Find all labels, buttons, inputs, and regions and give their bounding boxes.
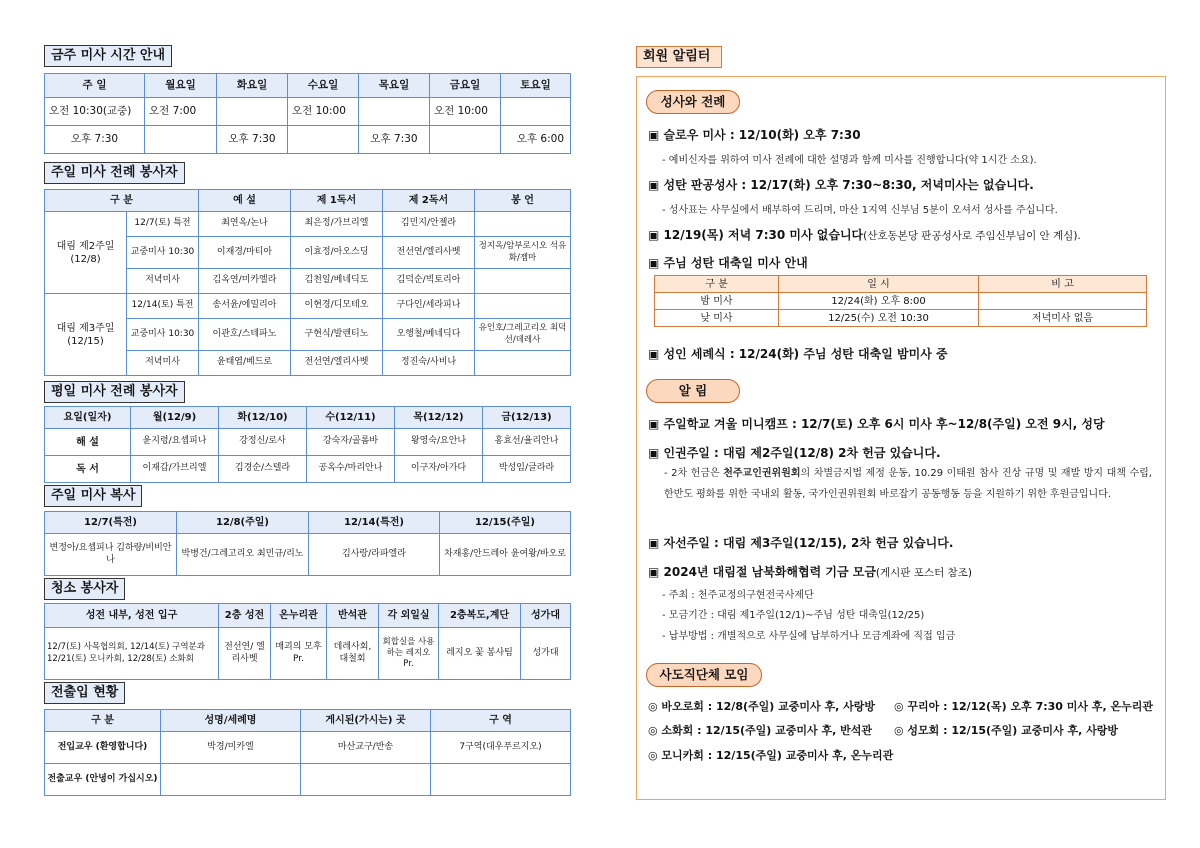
- cell: 성가대: [521, 628, 571, 680]
- cell: 12/7(토) 사목협의회, 12/14(토) 구역분과 12/21(토) 모니카회, 12/28(토) 소화회: [45, 628, 219, 680]
- item-no-mass-label: ▣ 12/19(목) 저녁 7:30 미사 없습니다: [648, 228, 864, 242]
- cleaning-title: 청소 봉사자: [44, 578, 125, 600]
- cell: 레지오 꽃 봉사팀: [439, 628, 521, 680]
- header-cell: 화(12/10): [219, 407, 307, 429]
- header-cell: 봉 언: [475, 190, 571, 212]
- group-meeting: ◎ 성모회 : 12/15(주일) 교중미사 후, 사랑방: [894, 724, 1118, 737]
- cell: 김천일/베네딕도: [291, 269, 383, 294]
- header-cell: 예 설: [199, 190, 291, 212]
- header-cell: 12/8(주일): [177, 512, 309, 534]
- header-cell: 수요일: [288, 74, 359, 98]
- fund-host: - 주최 : 천주교정의구현전국사제단: [662, 590, 814, 601]
- item-human-rights-detail: - 2차 헌금은 천주교인권위원회의 차별금지법 제정 운동, 10.29 이태원 참사 진상 규명 및 재발 방지 대책 수립, 한반도 평화를 위한 국내외 활동, 국가인권위원회 바로잡기 공동행동 등을 지원하기 위한 후원금입니다.: [664, 468, 1152, 500]
- cell: 해 설: [45, 429, 131, 456]
- cell: 변정아/요셉피나 김하량/비비안나: [45, 534, 177, 576]
- group-meeting: ◎ 모니카회 : 12/15(주일) 교중미사 후, 온누리관: [648, 749, 894, 762]
- cell: 회합실을 사용하는 레지오 Pr.: [379, 628, 439, 680]
- cell: 오행철/베네딕다: [383, 319, 475, 351]
- mass-times-title: 금주 미사 시간 안내: [44, 45, 172, 67]
- header-cell: 2층 성전: [219, 604, 271, 628]
- cell: 매괴의 모후 Pr.: [271, 628, 327, 680]
- cell: 정지옥/암부로시오 석유화/젬마: [475, 237, 571, 269]
- item-christmas: ▣ 주님 성탄 대축일 미사 안내: [648, 256, 808, 270]
- cell: 전선연/엘리사벳: [291, 351, 383, 376]
- fund-method: - 납부방법 : 개별적으로 사무실에 납부하거나 모금계좌에 직접 입금: [662, 631, 956, 642]
- group-cell: 대림 제2주일 (12/8): [45, 212, 127, 294]
- cell: 김민지/안젤라: [383, 212, 475, 237]
- cleaning-table: [44, 603, 571, 680]
- cell: 정진숙/사비나: [383, 351, 475, 376]
- cell: 전출교우 (안녕이 가십시오): [45, 764, 161, 796]
- cell: 오전 10:00: [430, 98, 501, 126]
- header-cell: 수(12/11): [307, 407, 395, 429]
- cell: 전선연/ 엘리사벳: [219, 628, 271, 680]
- cell: 김덕순/빅토리아: [383, 269, 475, 294]
- weekday-servers-table: [44, 406, 571, 483]
- cell: 이효정/아오스딩: [291, 237, 383, 269]
- fund-period: - 모금기간 : 대림 제1주일(12/1)~주님 성탄 대축일(12/25): [662, 610, 925, 621]
- cell: 차재홍/안드레아 윤여왕/바오로: [440, 534, 571, 576]
- cell: [501, 98, 571, 126]
- cell: 송서윤/에밀리아: [199, 294, 291, 319]
- item-no-mass-note: (산호동본당 판공성사로 주임신부님이 안 계심).: [863, 230, 1081, 242]
- cell: 저녁미사: [127, 351, 199, 376]
- cell: 오후 6:00: [501, 126, 571, 154]
- cell: 구현식/발렌티노: [291, 319, 383, 351]
- cell: 전선연/엘리사벳: [383, 237, 475, 269]
- cell: 7구역(대우푸르지오): [431, 732, 571, 764]
- cell: 저녁미사: [127, 269, 199, 294]
- cell: 이재경/마티아: [199, 237, 291, 269]
- cell: 12/25(수) 오전 10:30: [779, 310, 979, 327]
- header-cell: 성전 내부, 성전 입구: [45, 604, 219, 628]
- header-cell: 반석관: [327, 604, 379, 628]
- cell: 교중미사 10:30: [127, 237, 199, 269]
- header-cell: 주 일: [45, 74, 145, 98]
- cell: 오후 7:30: [217, 126, 288, 154]
- altar-servers-table: [44, 511, 571, 576]
- section-sacraments: 성사와 전례: [646, 90, 740, 114]
- cell: [288, 126, 359, 154]
- header-cell: 목요일: [359, 74, 430, 98]
- cell: [431, 764, 571, 796]
- altar-servers-title: 주일 미사 복사: [44, 485, 142, 507]
- cell: 유인호/그레고리오 최덕선/데레사: [475, 319, 571, 351]
- header-cell: 금요일: [430, 74, 501, 98]
- header-cell: 성가대: [521, 604, 571, 628]
- cell: 오후 7:30: [45, 126, 145, 154]
- notice-title: 회원 알림터: [636, 46, 722, 68]
- header-cell: 일 시: [779, 276, 979, 293]
- cell: [475, 212, 571, 237]
- cell: 교중미사 10:30: [127, 319, 199, 351]
- cell: 데레사회, 대철회: [327, 628, 379, 680]
- cell: [475, 351, 571, 376]
- group-meeting: ◎ 소화회 : 12/15(주일) 교중미사 후, 반석관: [648, 724, 872, 737]
- mass-times-table: [44, 73, 571, 154]
- sunday-servers-table: [44, 189, 571, 376]
- item-charity: ▣ 자선주일 : 대림 제3주일(12/15), 2차 헌금 있습니다.: [648, 536, 954, 550]
- header-cell: 월요일: [145, 74, 217, 98]
- cell: 이재갑/가브리엘: [131, 456, 219, 483]
- item-confession-detail: - 성사표는 사무실에서 배부하여 드리며, 마산 1지역 신부님 5분이 오셔서 성사를 주십니다.: [662, 205, 1058, 216]
- header-cell: 12/14(특전): [309, 512, 440, 534]
- cell: [979, 293, 1147, 310]
- cell: 최연옥/논나: [199, 212, 291, 237]
- header-cell: 목(12/12): [395, 407, 483, 429]
- header-cell: 구 분: [45, 190, 199, 212]
- cell: 이관호/스테파노: [199, 319, 291, 351]
- header-cell: 제 2독서: [383, 190, 475, 212]
- header-cell: 2층복도,계단: [439, 604, 521, 628]
- item-camp: ▣ 주일학교 겨울 미니캠프 : 12/7(토) 오후 6시 미사 후~12/8(주일) 오전 9시, 성당: [648, 417, 1105, 431]
- header-cell: 온누리관: [271, 604, 327, 628]
- header-cell: 금(12/13): [483, 407, 571, 429]
- header-cell: 요일(일자): [45, 407, 131, 429]
- section-announcements: 알 림: [646, 379, 740, 403]
- header-cell: 화요일: [217, 74, 288, 98]
- header-cell: 12/7(특전): [45, 512, 177, 534]
- item-fundraising: ▣ 2024년 대림절 남북화해협력 기금 모금: [648, 565, 876, 579]
- header-cell: 제 1독서: [291, 190, 383, 212]
- transfer-title: 전출입 현황: [44, 682, 125, 704]
- transfer-table: [44, 709, 571, 796]
- item-fundraising-note: (게시판 포스터 참조): [875, 567, 972, 579]
- cell: 김옥연/미카엘라: [199, 269, 291, 294]
- cell: [359, 98, 430, 126]
- group-meeting: ◎ 바오로회 : 12/8(주일) 교중미사 후, 사랑방: [648, 700, 875, 713]
- weekday-servers-title: 평일 미사 전례 봉사자: [44, 381, 185, 403]
- cell: 밤 미사: [655, 293, 779, 310]
- cell: 박병건/그레고리오 최민규/리노: [177, 534, 309, 576]
- header-cell: 각 외일실: [379, 604, 439, 628]
- cell: 홍효선/율리안나: [483, 429, 571, 456]
- cell: 낮 미사: [655, 310, 779, 327]
- item-confession: ▣ 성탄 판공성사 : 12/17(화) 오후 7:30~8:30, 저녁미사는 없습니다.: [648, 178, 1034, 192]
- cell: [161, 764, 301, 796]
- cell: 오후 7:30: [359, 126, 430, 154]
- cell: 저녁미사 없음: [979, 310, 1147, 327]
- cell: 공옥수/마리안나: [307, 456, 395, 483]
- item-slow-mass-detail: - 예비신자를 위하여 미사 전례에 대한 설명과 함께 미사를 진행합니다(약 1시간 소요).: [662, 155, 1037, 166]
- group-cell: 대림 제3주일 (12/15): [45, 294, 127, 376]
- cell: 오전 10:30(교중): [45, 98, 145, 126]
- header-cell: 12/15(주일): [440, 512, 571, 534]
- cell: 이현경/디모테오: [291, 294, 383, 319]
- cell: 오전 10:00: [288, 98, 359, 126]
- sunday-servers-title: 주일 미사 전례 봉사자: [44, 162, 185, 184]
- cell: 이구자/아가다: [395, 456, 483, 483]
- cell: [475, 294, 571, 319]
- item-slow-mass: ▣ 슬로우 미사 : 12/10(화) 오후 7:30: [648, 128, 861, 142]
- header-cell: 토요일: [501, 74, 571, 98]
- cell: 마산교구/반송: [301, 732, 431, 764]
- cell: 12/7(토) 특전: [127, 212, 199, 237]
- cell: 김경순/스텔라: [219, 456, 307, 483]
- section-groups: 사도직단체 모임: [646, 663, 762, 687]
- header-cell: 비 고: [979, 276, 1147, 293]
- cell: 왕영숙/요안나: [395, 429, 483, 456]
- item-no-mass: [648, 226, 1081, 243]
- header-cell: 구 분: [655, 276, 779, 293]
- cell: 박경/미카엘: [161, 732, 301, 764]
- cell: 최은정/가브리엘: [291, 212, 383, 237]
- cell: [475, 269, 571, 294]
- header-cell: 구 역: [431, 710, 571, 732]
- christmas-table: [654, 275, 1147, 327]
- cell: 오전 7:00: [145, 98, 217, 126]
- cell: 12/24(화) 오후 8:00: [779, 293, 979, 310]
- cell: [430, 126, 501, 154]
- cell: 김사랑/라파엘라: [309, 534, 440, 576]
- header-cell: 구 분: [45, 710, 161, 732]
- cell: 독 서: [45, 456, 131, 483]
- cell: 전입교우 (환영합니다): [45, 732, 161, 764]
- cell: 12/14(토) 특전: [127, 294, 199, 319]
- header-cell: 게시된(가시는) 곳: [301, 710, 431, 732]
- cell: 구다인/세라피나: [383, 294, 475, 319]
- cell: 강정신/로사: [219, 429, 307, 456]
- cell: [217, 98, 288, 126]
- cell: 강숙자/골롬바: [307, 429, 395, 456]
- item-human-rights: ▣ 인권주일 : 대림 제2주일(12/8) 2차 헌금 있습니다.: [648, 446, 941, 460]
- cell: [145, 126, 217, 154]
- cell: 박성임/글라라: [483, 456, 571, 483]
- cell: 윤태엽/베드로: [199, 351, 291, 376]
- header-cell: 성명/세례명: [161, 710, 301, 732]
- header-cell: 월(12/9): [131, 407, 219, 429]
- cell: [301, 764, 431, 796]
- cell: 윤지령/요셉피나: [131, 429, 219, 456]
- group-meeting: ◎ 꾸리아 : 12/12(목) 오후 7:30 미사 후, 온누리관: [894, 700, 1153, 713]
- item-baptism: ▣ 성인 세례식 : 12/24(화) 주님 성탄 대축일 밤미사 중: [648, 347, 948, 361]
